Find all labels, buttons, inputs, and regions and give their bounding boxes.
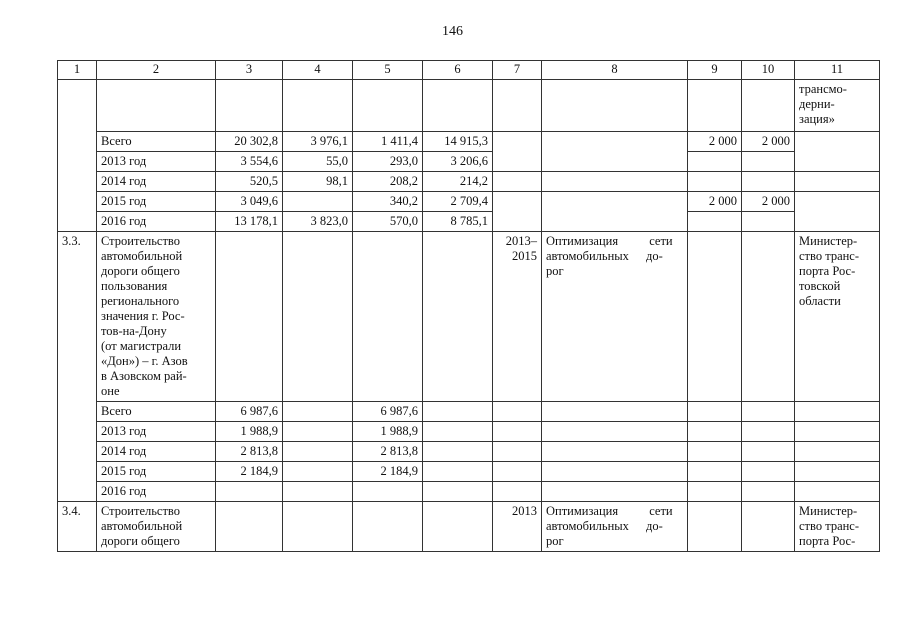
col-header-3: 3 xyxy=(216,61,283,80)
col-header-5: 5 xyxy=(353,61,423,80)
row-label: Всего xyxy=(97,132,216,152)
cell-value: 2 709,4 xyxy=(423,192,493,212)
page-number: 146 xyxy=(442,24,463,39)
cell-value: 3 049,6 xyxy=(216,192,283,212)
col-header-6: 6 xyxy=(423,61,493,80)
table-row-item-3-4 xyxy=(58,502,880,552)
cell-total: 6 987,6 xyxy=(216,402,283,422)
cell-value xyxy=(688,172,742,192)
cell-value: 2 000 xyxy=(742,132,795,152)
cell-value: 14 915,3 xyxy=(423,132,493,152)
cell-value: 3 554,6 xyxy=(216,152,283,172)
row-label: 2015 год xyxy=(97,192,216,212)
continuation-row xyxy=(58,80,880,132)
program-table xyxy=(57,60,880,552)
cell-value xyxy=(283,192,353,212)
cell-value: 208,2 xyxy=(353,172,423,192)
row-label: 2013 год xyxy=(97,422,216,442)
col-header-10: 10 xyxy=(742,61,795,80)
table-row xyxy=(58,192,880,212)
cell-value xyxy=(353,482,423,502)
cell-value xyxy=(688,152,742,172)
col-header-4: 4 xyxy=(283,61,353,80)
expected-result: Оптимизация сети автомобильных до- рог xyxy=(542,502,688,552)
row-label: 2015 год xyxy=(97,462,216,482)
responsible-executor: Министер- ство транс- порта Рос- xyxy=(795,502,880,552)
col-header-8: 8 xyxy=(542,61,688,80)
cell-value: 13 178,1 xyxy=(216,212,283,232)
row-label: 2016 год xyxy=(97,482,216,502)
row-label: 2016 год xyxy=(97,212,216,232)
item-number: 3.4. xyxy=(58,502,97,552)
cell-total: 20 302,8 xyxy=(216,132,283,152)
cell-value: 520,5 xyxy=(216,172,283,192)
cell-value: 570,0 xyxy=(353,212,423,232)
cell-value: 293,0 xyxy=(353,152,423,172)
cell-value xyxy=(742,212,795,232)
cell-value: 3 823,0 xyxy=(283,212,353,232)
measure-name: Строительство автомобильной дороги общего пользования регионального значения г. Рос- тов-на-Дону (от магистрали «Дон») – г. Азов в Азовском рай- оне xyxy=(97,232,216,402)
table-row xyxy=(58,422,880,442)
cell-value xyxy=(688,212,742,232)
table-row xyxy=(58,482,880,502)
cell-value: 2 184,9 xyxy=(216,462,283,482)
cell-value: 1 411,4 xyxy=(353,132,423,152)
cell-value: 2 813,8 xyxy=(216,442,283,462)
implementation-years: 2013– 2015 xyxy=(493,232,542,402)
table-row xyxy=(58,462,880,482)
col-header-7: 7 xyxy=(493,61,542,80)
cell-value: 2 000 xyxy=(688,132,742,152)
executor-fragment: трансмо- дерни- зация» xyxy=(795,80,880,132)
table-row xyxy=(58,442,880,462)
table-row xyxy=(58,132,880,152)
cell-value: 1 988,9 xyxy=(216,422,283,442)
col-header-9: 9 xyxy=(688,61,742,80)
expected-result: Оптимизация сети автомобильных до- рог xyxy=(542,232,688,402)
table-row xyxy=(58,402,880,422)
cell-value xyxy=(742,152,795,172)
implementation-years: 2013 xyxy=(493,502,542,552)
column-number-row xyxy=(58,61,880,80)
col-header-11: 11 xyxy=(795,61,880,80)
table-row-item-3-3 xyxy=(58,232,880,402)
row-label: 2014 год xyxy=(97,442,216,462)
row-label: Всего xyxy=(97,402,216,422)
cell-value: 8 785,1 xyxy=(423,212,493,232)
cell-value: 1 988,9 xyxy=(353,422,423,442)
cell-value: 2 813,8 xyxy=(353,442,423,462)
cell-value: 340,2 xyxy=(353,192,423,212)
responsible-executor: Министер- ство транс- порта Рос- товской области xyxy=(795,232,880,402)
table-row xyxy=(58,212,880,232)
cell-value: 55,0 xyxy=(283,152,353,172)
cell-value: 2 000 xyxy=(742,192,795,212)
cell-value xyxy=(216,482,283,502)
cell-value: 214,2 xyxy=(423,172,493,192)
row-label: 2013 год xyxy=(97,152,216,172)
cell-value: 2 000 xyxy=(688,192,742,212)
measure-name: Строительство автомобильной дороги общего xyxy=(97,502,216,552)
col-header-2: 2 xyxy=(97,61,216,80)
cell-value xyxy=(742,172,795,192)
table-row xyxy=(58,172,880,192)
cell-value: 6 987,6 xyxy=(353,402,423,422)
cell-value: 2 184,9 xyxy=(353,462,423,482)
cell-value: 3 976,1 xyxy=(283,132,353,152)
cell-value: 3 206,6 xyxy=(423,152,493,172)
col-header-1: 1 xyxy=(58,61,97,80)
cell-value: 98,1 xyxy=(283,172,353,192)
item-number: 3.3. xyxy=(58,232,97,502)
table-row xyxy=(58,152,880,172)
row-label: 2014 год xyxy=(97,172,216,192)
